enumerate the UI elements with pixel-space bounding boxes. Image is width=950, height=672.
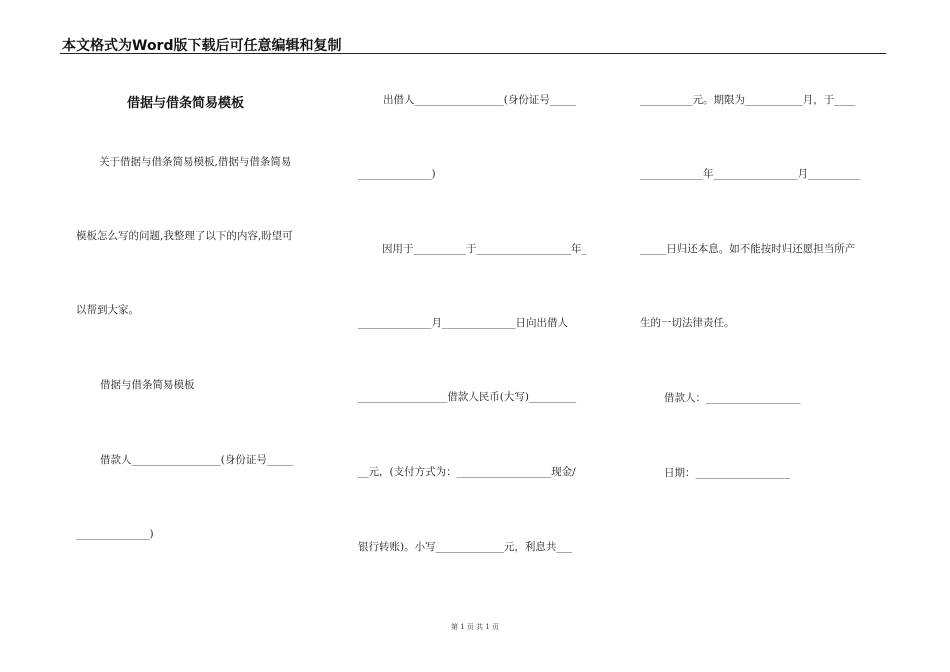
date-line: ______________月______________日向出借人 xyxy=(358,317,568,329)
payment-method-line: __元，(支付方式为：__________________现金/ xyxy=(358,466,576,478)
page-footer: 第 1 页 共 1 页 xyxy=(450,623,500,631)
signature-date-line: 日期：__________________ xyxy=(664,467,790,479)
liability-line: 生的一切法律责任。 xyxy=(640,317,735,329)
amount-upper-line: _________________借款人民币(大写)_________ xyxy=(358,391,577,403)
header-title: 本文格式为Word版下载后可任意编辑和复制 xyxy=(62,38,342,54)
intro-line-3: 以帮到大家。 xyxy=(76,304,139,316)
header-rule xyxy=(60,53,886,54)
amount-lower-line: 银行转账)。小写_____________元，利息共___ xyxy=(358,541,573,553)
borrower-line: 借款人_________________(身份证号_____ xyxy=(100,454,294,466)
document-title: 借据与借条简易模板 xyxy=(127,96,245,111)
repay-date-line: ____________年________________月__________ xyxy=(640,168,861,180)
intro-line-2: 模板怎么写的问题,我整理了以下的内容,盼望可 xyxy=(76,230,293,242)
borrower-id-line: ______________) xyxy=(76,528,154,540)
repay-line: _____日归还本息。如不能按时归还愿担当所产 xyxy=(640,243,856,255)
term-line: __________元。期限为___________月，于____ xyxy=(640,94,856,106)
borrower-signature-line: 借款人：__________________ xyxy=(664,392,801,404)
purpose-line: 因用于__________于__________________年_ xyxy=(382,243,587,255)
section-heading: 借据与借条简易模板 xyxy=(100,379,195,391)
lender-id-line: ______________) xyxy=(358,168,436,180)
intro-line-1: 关于借据与借条简易模板,借据与借条简易 xyxy=(99,156,292,168)
lender-line: 出借人_________________(身份证号_____ xyxy=(383,94,577,106)
